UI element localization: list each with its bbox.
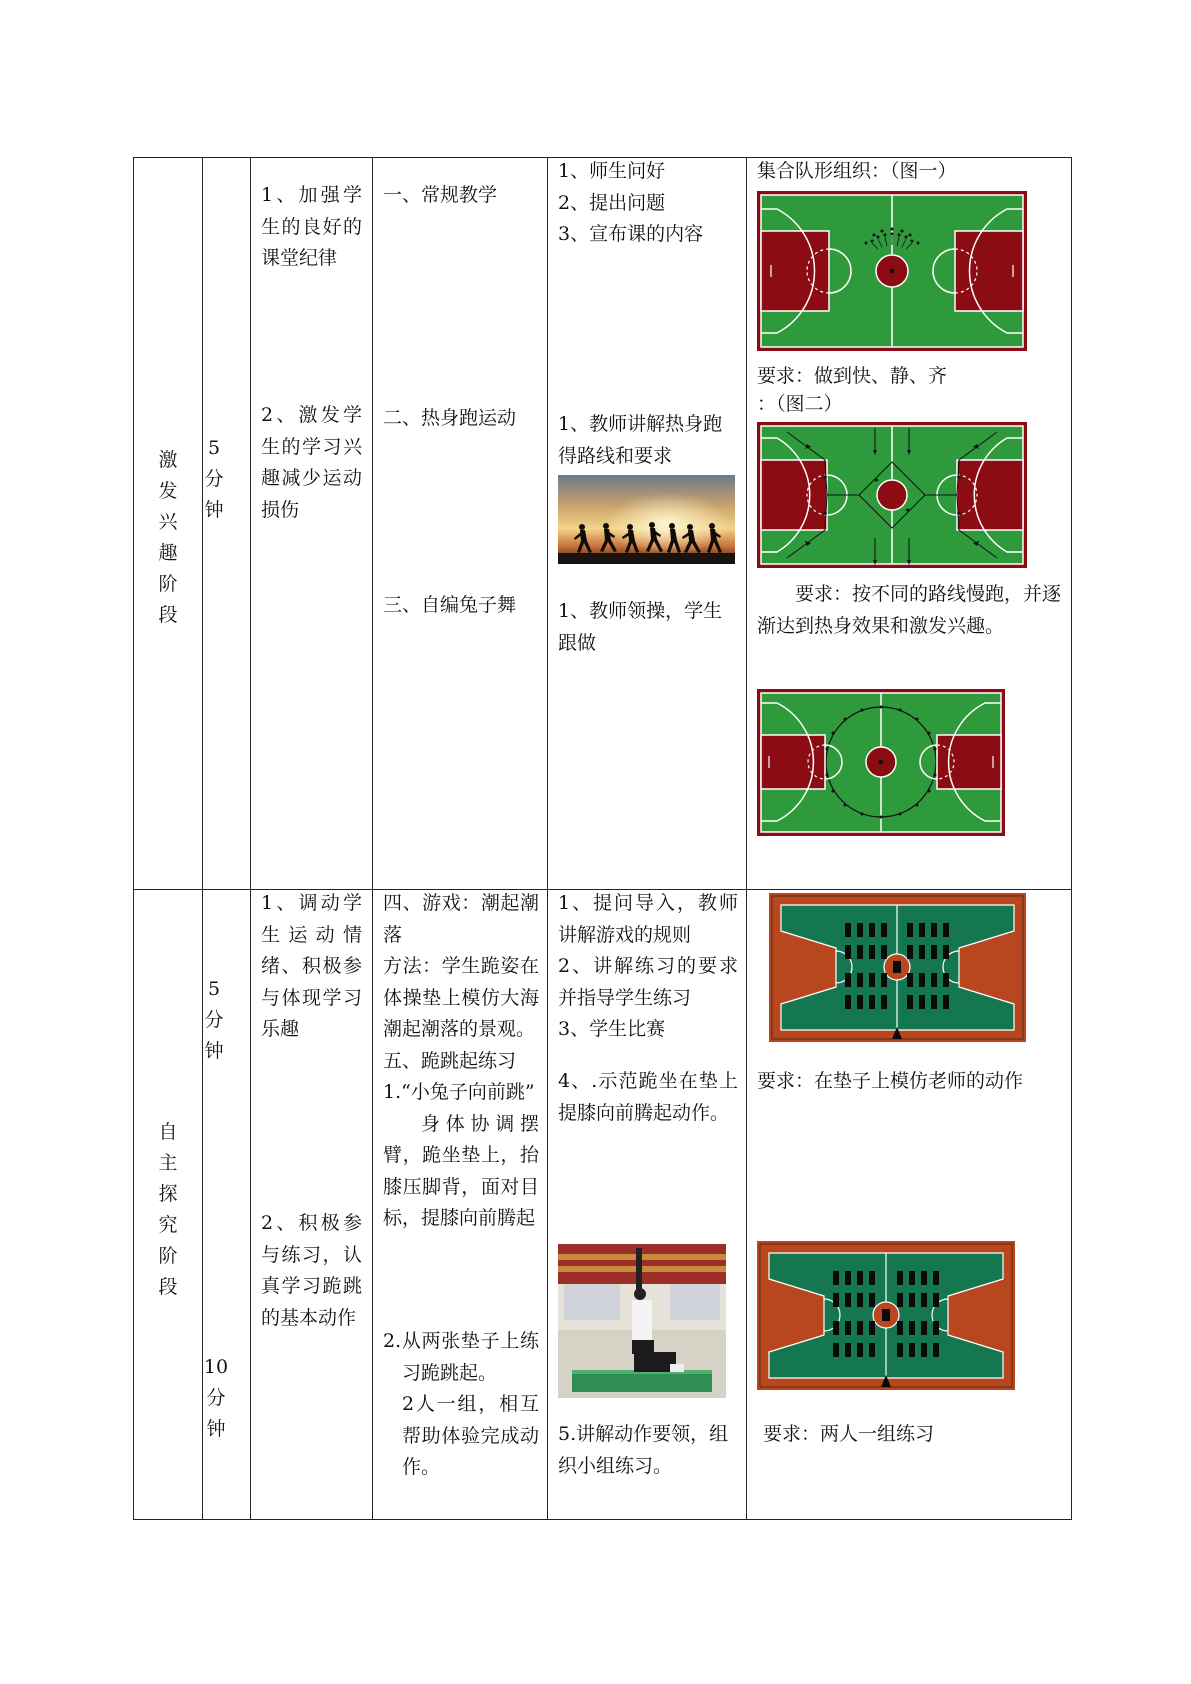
goal-cell [251, 158, 373, 890]
game-method: 方法：学生跪姿在体操垫上模仿大海潮起潮落的景观。 [383, 955, 539, 1040]
time-label: 5分钟 [204, 978, 224, 1062]
content-1: 一、常规教学 [383, 184, 498, 206]
time-cell [203, 158, 251, 890]
method-line: 1、师生问好 [558, 160, 666, 182]
method-line: 2、提出问题 [558, 191, 666, 214]
stage-row-1 [134, 158, 1072, 890]
stage-label: 激发兴趣阶段 [158, 449, 178, 627]
court-diagram-1 [757, 191, 1027, 351]
goal-1: 1、加强学生的良好的课堂纪律 [261, 184, 362, 269]
drill-1-title: 1.“小兔子向前跳” [383, 1081, 535, 1103]
org-caption-1: 集合队形组织：（图一） [757, 160, 957, 182]
org-caption-2: ：（图二） [757, 393, 843, 415]
goal-2: 2、激发学生的学习兴趣减少运动损伤 [261, 404, 362, 521]
time-label: 5分钟 [204, 437, 224, 521]
stage-row-2 [134, 890, 1072, 1520]
content-3: 三、自编兔子舞 [383, 594, 517, 616]
goal-2: 2、积极参与练习，认真学习跪跳的基本动作 [261, 1212, 362, 1329]
method-line: 5.讲解动作要领，组织小组练习。 [558, 1423, 729, 1477]
org-requirement-1: 要求：做到快、静、齐 [757, 365, 948, 387]
method-line: 1、教师领操，学生跟做 [558, 600, 723, 654]
lesson-plan-table [133, 157, 1072, 1520]
time-label: 10分钟 [203, 1356, 229, 1440]
organization-cell [747, 890, 1072, 1520]
game-title: 四、游戏：潮起潮落 [383, 892, 539, 946]
court-diagram-3 [757, 689, 1005, 836]
mat-court-diagram-2 [757, 1241, 1015, 1390]
org-requirement-1: 要求：在垫子上模仿老师的动作 [757, 1070, 1024, 1092]
method-line: 3、宣布课的内容 [558, 223, 704, 245]
content-cell [373, 890, 548, 1520]
stage-cell [134, 158, 203, 890]
content-cell [373, 158, 548, 890]
goal-1: 1、调动学生运动情绪、积极参与体现学习乐趣 [261, 892, 362, 1040]
court-diagram-2 [757, 422, 1027, 568]
kneeling-jump-photo [558, 1244, 726, 1398]
stage-cell [134, 890, 203, 1520]
mat-court-diagram-1 [769, 893, 1026, 1042]
method-line: 1、提问导入，教师讲解游戏的规则 [558, 892, 738, 946]
drill-2-title: 2.从两张垫子上练习跪跳起。 [383, 1330, 539, 1384]
organization-cell [747, 158, 1072, 890]
drill-1-desc: 身体协调摆臂，跪坐垫上，抬膝压脚背，面对目标，提膝向前腾起 [383, 1112, 539, 1229]
method-line: 4、.示范跪坐在垫上提膝向前腾起动作。 [558, 1070, 738, 1124]
drill-title: 五、跪跳起练习 [383, 1049, 517, 1072]
method-line: 2、讲解练习的要求并指导学生练习 [558, 955, 738, 1009]
stage-label: 自主探究阶段 [158, 1121, 178, 1299]
method-line: 1、教师讲解热身跑得路线和要求 [558, 413, 723, 467]
content-2: 二、热身跑运动 [383, 407, 517, 429]
org-requirement-2: 要求：两人一组练习 [763, 1423, 935, 1445]
goal-cell [251, 890, 373, 1520]
runners-photo [558, 475, 735, 564]
method-cell [548, 890, 747, 1520]
time-cell [203, 890, 251, 1520]
org-requirement-2: 要求：按不同的路线慢跑，并逐渐达到热身效果和激发兴趣。 [757, 583, 1062, 637]
method-line: 3、学生比赛 [558, 1018, 666, 1040]
method-cell [548, 158, 747, 890]
drill-2-desc: 2人一组，相互帮助体验完成动作。 [402, 1393, 539, 1478]
